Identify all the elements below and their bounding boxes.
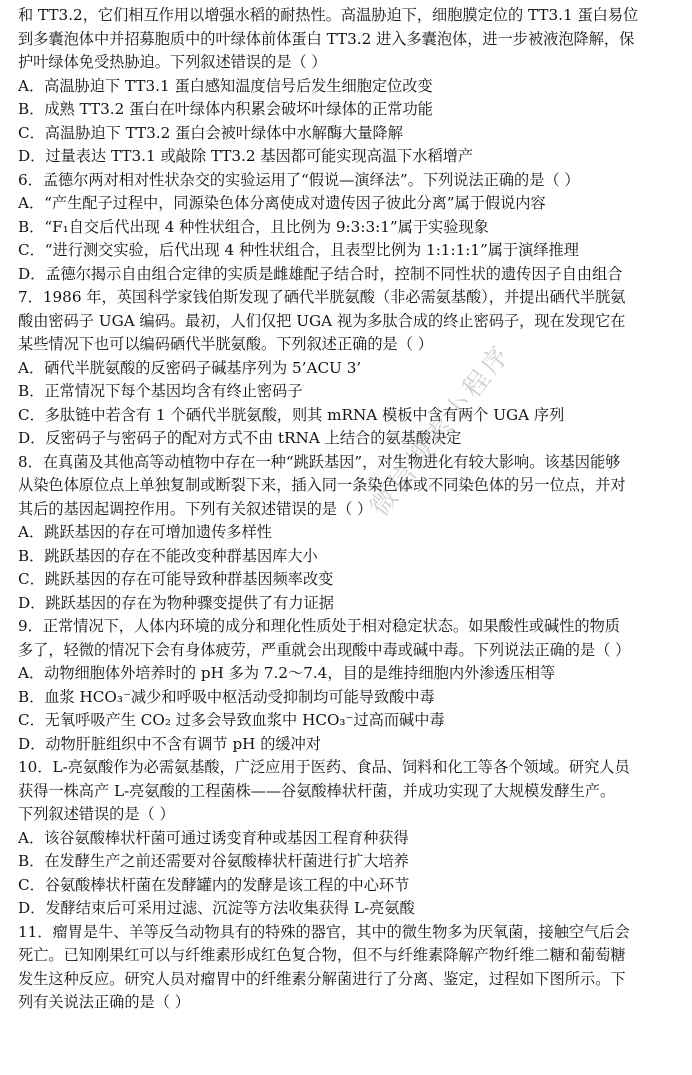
option-d: D．过量表达 TT3.1 或敲除 TT3.2 基因都可能实现高温下水稻增产 <box>18 147 474 165</box>
question-stem: 死亡。已知刚果红可以与纤维素形成红色复合物，但不与纤维素降解产物纤维二糖和葡萄糖 <box>18 946 626 964</box>
q4-stem-continued <box>18 4 682 75</box>
question-stem: 列有关说法正确的是（ ） <box>18 993 190 1011</box>
option-c: C．高温胁迫下 TT3.2 蛋白会被叶绿体中水解酶大量降解 <box>18 123 403 142</box>
watermark: 微信搜索小程序 <box>364 338 518 523</box>
question-8 <box>18 451 682 616</box>
option-b: B．血浆 HCO₃⁻减少和呼吸中枢活动受抑制均可能导致酸中毒 <box>18 687 435 706</box>
option-c: C．多肽链中若含有 1 个硒代半胱氨酸，则其 mRNA 模板中含有两个 UGA 序列 <box>18 405 565 424</box>
option-b: B．跳跃基因的存在不能改变种群基因库大小 <box>18 546 318 565</box>
option-d: D．孟德尔揭示自由组合定律的实质是雌雄配子结合时，控制不同性状的遗传因子自由组合 <box>18 264 623 283</box>
option-a: A．高温胁迫下 TT3.1 蛋白感知温度信号后发生细胞定位改变 <box>18 76 433 95</box>
question-9 <box>18 615 682 756</box>
question-6 <box>18 169 682 287</box>
question-stem: 下列叙述错误的是（ ） <box>18 805 175 823</box>
option-d: D．发酵结束后可采用过滤、沉淀等方法收集获得 L-亮氨酸 <box>18 899 415 917</box>
question-stem: 获得一株高产 L-亮氨酸的工程菌株——谷氨酸棒状杆菌，并成功实现了大规模发酵生产。 <box>18 781 616 800</box>
option-d: D．跳跃基因的存在为物种骤变提供了有力证据 <box>18 593 334 612</box>
option-c: C．无氧呼吸产生 CO₂ 过多会导致血浆中 HCO₃⁻过高而碱中毒 <box>18 711 445 729</box>
option-a: A．“产生配子过程中，同源染色体分离使成对遗传因子彼此分离”属于假说内容 <box>18 194 546 212</box>
text-line: 到多囊泡体中并招募胞质中的叶绿体前体蛋白 TT3.2 进入多囊泡体，进一步被液泡降解，保 <box>18 29 635 48</box>
option-b: B．在发酵生产之前还需要对谷氨酸棒状杆菌进行扩大培养 <box>18 852 409 870</box>
question-stem: 10．L-亮氨酸作为必需氨基酸，广泛应用于医药、食品、饲料和化工等各个领域。研究人员 <box>18 758 630 776</box>
option-a: A．该谷氨酸棒状杆菌可通过诱变育种或基因工程育种获得 <box>18 828 409 847</box>
option-a: A．硒代半胱氨酸的反密码子碱基序列为 5’ACU 3’ <box>18 358 362 377</box>
option-b: B．“F₁自交后代出现 4 种性状组合，且比例为 9:3:3:1”属于实验现象 <box>18 217 489 236</box>
q4-options <box>18 75 682 169</box>
option-d: D．动物肝脏组织中不含有调节 pH 的缓冲对 <box>18 734 321 753</box>
option-c: C．跳跃基因的存在可能导致种群基因频率改变 <box>18 570 334 588</box>
option-d: D．反密码子与密码子的配对方式不由 tRNA 上结合的氨基酸决定 <box>18 429 462 447</box>
question-11 <box>18 921 682 1015</box>
option-a: A．动物细胞体外培养时的 pH 多为 7.2～7.4，目的是维持细胞内外渗透压相等 <box>18 664 556 682</box>
option-b: B．成熟 TT3.2 蛋白在叶绿体内积累会破坏叶绿体的正常功能 <box>18 100 433 118</box>
text-line: 护叶绿体免受热胁迫。下列叙述错误的是（ ） <box>18 53 327 71</box>
question-stem: 9．正常情况下，人体内环境的成分和理化性质处于相对稳定状态。如果酸性或碱性的物质 <box>18 617 620 635</box>
question-stem: 从染色体原位点上单独复制或断裂下来，插入同一条染色体或不同染色体的另一位点，并对 <box>18 476 626 494</box>
question-stem: 多了，轻微的情况下会有身体疲劳，严重就会出现酸中毒或碱中毒。下列说法正确的是（ ） <box>18 640 631 659</box>
question-stem: 酸由密码子 UGA 编码。最初，人们仅把 UGA 视为多肽合成的终止密码子，现在发现它在 <box>18 311 626 330</box>
question-stem: 8．在真菌及其他高等动植物中存在一种“跳跃基因”，对生物进化有较大影响。该基因能够 <box>18 452 621 471</box>
question-stem: 6．孟德尔两对相对性状杂交的实验运用了“假说—演绎法”。下列说法正确的是（ ） <box>18 170 580 189</box>
question-stem: 某些情况下也可以编码硒代半胱氨酸。下列叙述正确的是（ ） <box>18 335 433 353</box>
option-b: B．正常情况下每个基因均含有终止密码子 <box>18 382 303 400</box>
option-a: A．跳跃基因的存在可增加遗传多样性 <box>18 523 272 541</box>
question-7 <box>18 286 682 451</box>
text-line: 和 TT3.2，它们相互作用以增强水稻的耐热性。高温胁迫下，细胞膜定位的 TT3.1 蛋白易位 <box>18 6 639 24</box>
option-c: C．谷氨酸棒状杆菌在发酵罐内的发酵是该工程的中心环节 <box>18 875 410 894</box>
question-stem: 发生这种反应。研究人员对瘤胃中的纤维素分解菌进行了分离、鉴定，过程如下图所示。下 <box>18 969 626 988</box>
question-stem: 其后的基因起调控作用。下列有关叙述错误的是（ ） <box>18 499 373 518</box>
option-c: C．“进行测交实验，后代出现 4 种性状组合，且表型比例为 1:1:1:1”属于演绎推理 <box>18 241 579 259</box>
question-10 <box>18 756 682 921</box>
question-stem: 11．瘤胃是牛、羊等反刍动物具有的特殊的器官，其中的微生物多为厌氧菌，接触空气后会 <box>18 922 630 941</box>
question-stem: 7．1986 年，英国科学家钱伯斯发现了硒代半胱氨酸（非必需氨基酸），并提出硒代半胱氨 <box>18 288 626 306</box>
